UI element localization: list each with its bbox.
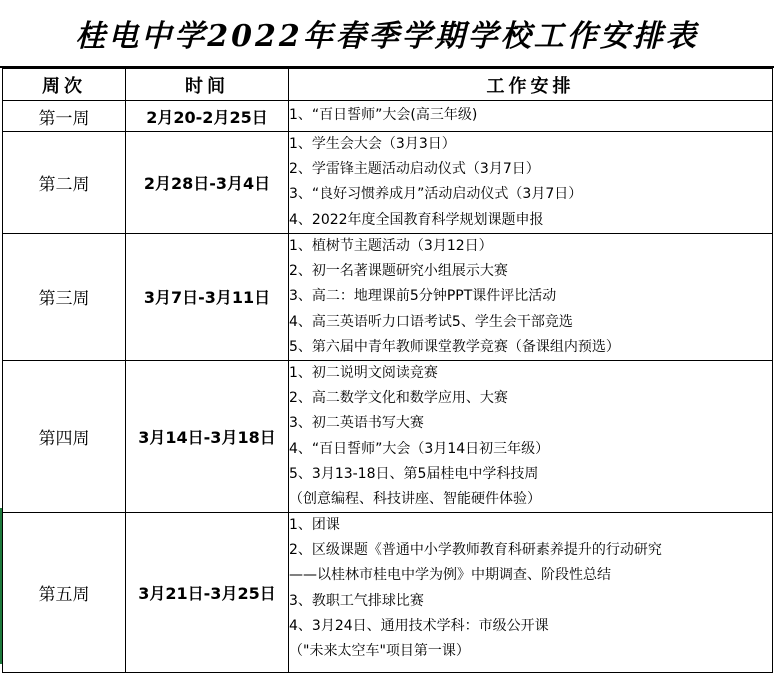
- table-row: [3, 513, 773, 673]
- date-cell[interactable]: 3月14日-3月18日: [126, 360, 289, 512]
- work-item: 2、高二数学文化和数学应用、大赛: [289, 390, 508, 407]
- week-cell[interactable]: 第四周: [3, 360, 126, 512]
- week-cell[interactable]: 第三周: [3, 234, 126, 361]
- table-row: [3, 234, 773, 361]
- date-cell[interactable]: 2月28日-3月4日: [126, 132, 289, 234]
- date-cell[interactable]: 3月7日-3月11日: [126, 234, 289, 361]
- week-cell[interactable]: 第一周: [3, 101, 126, 132]
- work-item: （创意编程、科技讲座、智能硬件体验）: [289, 490, 541, 507]
- work-item: 1、团课: [289, 517, 340, 534]
- work-item: 3、“良好习惯养成月”活动启动仪式（3月7日）: [289, 186, 583, 203]
- work-item: 1、“百日誓师”大会(高三年级): [289, 107, 478, 124]
- header-work[interactable]: 工作安排: [289, 69, 773, 101]
- work-item: 5、第六届中青年教师课堂教学竞赛（备课组内预选）: [289, 338, 620, 355]
- work-item: 5、3月13-18日、第5届桂电中学科技周: [289, 465, 539, 482]
- week-cell[interactable]: 第二周: [3, 132, 126, 234]
- work-item: 1、初二说明文阅读竞赛: [289, 364, 438, 381]
- work-item: 3、初二英语书写大赛: [289, 415, 424, 432]
- work-item: ——以桂林市桂电中学为例》中期调查、阶段性总结: [289, 567, 611, 584]
- work-item: 4、2022年度全国教育科学规划课题申报: [289, 211, 544, 228]
- work-item: 2、学雷锋主题活动启动仪式（3月7日）: [289, 161, 540, 178]
- work-item: 2、初一名著课题研究小组展示大赛: [289, 263, 508, 280]
- schedule-table: [2, 68, 773, 673]
- work-item: 4、3月24日、通用技术学科：市级公开课: [289, 617, 549, 634]
- work-cell[interactable]: [289, 513, 773, 673]
- work-cell[interactable]: [289, 132, 773, 234]
- work-item: 4、“百日誓师”大会（3月14日初三年级）: [289, 440, 550, 457]
- date-cell[interactable]: 2月20-2月25日: [126, 101, 289, 132]
- header-row: [3, 69, 773, 101]
- header-time[interactable]: 时间: [126, 69, 289, 101]
- week-cell[interactable]: 第五周: [3, 513, 126, 673]
- date-cell[interactable]: 3月21日-3月25日: [126, 513, 289, 673]
- header-week[interactable]: 周次: [3, 69, 126, 101]
- work-item: 1、学生会大会（3月3日）: [289, 136, 456, 152]
- work-item: 3、教职工气排球比赛: [289, 592, 424, 609]
- work-cell[interactable]: [289, 360, 773, 512]
- work-item: 2、区级课题《普通中小学教师教育科研素养提升的行动研究: [289, 542, 662, 559]
- table-row: [3, 101, 773, 132]
- work-cell[interactable]: [289, 234, 773, 361]
- work-item: 3、高二：地理课前5分钟PPT课件评比活动: [289, 288, 557, 305]
- table-row: [3, 360, 773, 512]
- work-item: 4、高三英语听力口语考试5、学生会干部竞选: [289, 313, 573, 330]
- work-cell[interactable]: [289, 101, 773, 132]
- table-row: [3, 132, 773, 234]
- work-item: 1、植树节主题活动（3月12日）: [289, 238, 493, 254]
- page-title: 桂电中学2022年春季学期学校工作安排表: [75, 19, 699, 54]
- work-item: （"未来太空车"项目第一课）: [289, 643, 470, 659]
